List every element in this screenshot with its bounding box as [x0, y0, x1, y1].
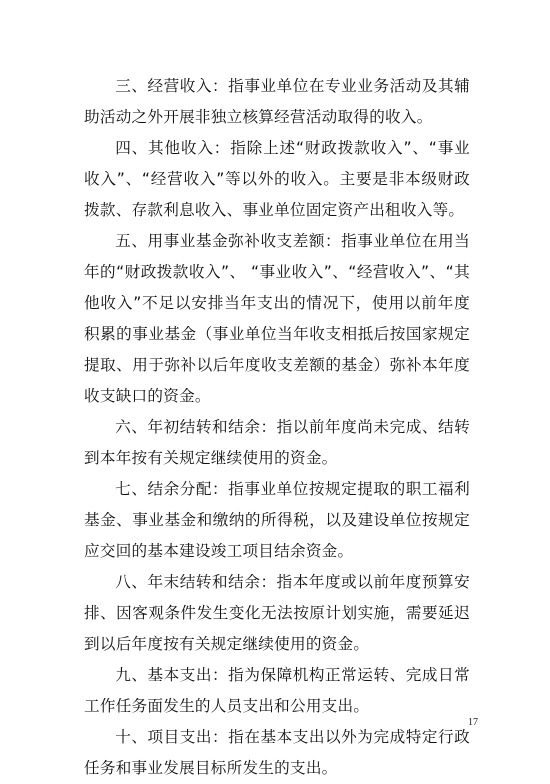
- paragraph-other-income: 四、其他收入：指除上述“财政拨款收入”、“事业收入”、“经营收入”等以外的收入。主要是非本级财政拨款、存款利息收入、事业单位固定资产出租收入等。: [84, 139, 470, 219]
- paragraph-basic-expenditure: 九、基本支出：指为保障机构正常运转、完成日常工作任务面发生的人员支出和公用支出。: [84, 666, 470, 715]
- paragraph-project-expenditure: 十、项目支出：指在基本支出以外为完成特定行政任务和事业发展目标所发生的支出。: [84, 728, 470, 777]
- paragraph-beginning-carryover: 六、年初结转和结余：指以前年度尚未完成、结转到本年按有关规定继续使用的资金。: [84, 418, 470, 467]
- paragraph-surplus-distribution: 七、结余分配：指事业单位按规定提取的职工福利基金、事业基金和缴纳的所得税，以及建设单位按规定应交回的基本建设竣工项目结余资金。: [84, 480, 470, 560]
- document-body: [84, 71, 470, 784]
- paragraph-operating-income: 三、经营收入：指事业单位在专业业务活动及其辅助活动之外开展非独立核算经营活动取得的收入。: [84, 77, 470, 126]
- paragraph-institution-fund-offset: 五、用事业基金弥补收支差额：指事业单位在用当年的“财政拨款收入”、 “事业收入”、“经营收入”、“其他收入”不足以安排当年支出的情况下，使用以前年度积累的事业基金（事业单位当年收支相抵后按国家规定提取、用于弥补以后年度收支差额的基金）弥补本年度收支缺口的资金。: [84, 232, 470, 405]
- page-number: 17: [468, 717, 478, 728]
- paragraph-ending-carryover: 八、年末结转和结余：指本年度或以前年度预算安排、因客观条件发生变化无法按原计划实施，需要延迟到以后年度按有关规定继续使用的资金。: [84, 573, 470, 653]
